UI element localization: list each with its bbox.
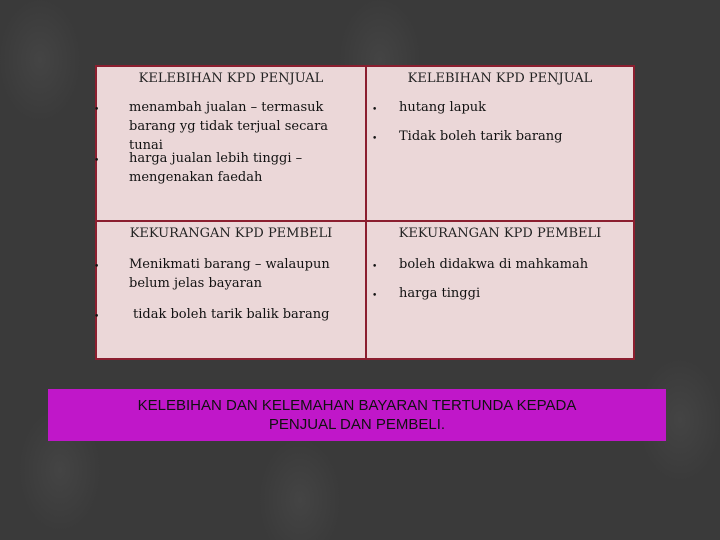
bullet-icon: • [94, 312, 100, 322]
bullet-icon: • [372, 134, 378, 144]
slide-title-banner [48, 389, 666, 441]
banner-line-2: PENJUAL DAN PEMBELI. [268, 416, 446, 433]
list-item: harga tinggi [399, 286, 481, 301]
list-item: Menikmati barang – walaupun belum jelas bayaran [129, 257, 330, 291]
list-item: menambah jualan – termasuk barang yg tidak terjual secara tunai [129, 100, 329, 153]
cell-heading: KEKURANGAN KPD PEMBELI [129, 226, 333, 241]
bullet-icon: • [94, 262, 100, 272]
bullet-icon: • [94, 156, 100, 166]
list-item: boleh didakwa di mahkamah [399, 257, 589, 272]
cell-buyer-disadvantages-right [367, 222, 633, 358]
banner-line-1: KELEBIHAN DAN KELEMAHAN BAYARAN TERTUNDA KEPADA [137, 397, 577, 414]
comparison-table [95, 65, 635, 360]
cell-seller-advantages-right [367, 67, 633, 222]
list-item: harga jualan lebih tinggi – mengenakan faedah [129, 151, 303, 185]
list-item: tidak boleh tarik balik barang [133, 307, 330, 322]
cell-heading: KELEBIHAN KPD PENJUAL [138, 71, 324, 86]
list-item: Tidak boleh tarik barang [399, 129, 563, 144]
bullet-icon: • [372, 105, 378, 115]
cell-heading: KELEBIHAN KPD PENJUAL [407, 71, 593, 86]
bullet-icon: • [372, 291, 378, 301]
cell-buyer-disadvantages-left [94, 222, 367, 358]
bullet-icon: • [372, 262, 378, 272]
list-item: hutang lapuk [399, 100, 487, 115]
cell-seller-advantages-left [94, 67, 367, 222]
cell-heading: KEKURANGAN KPD PEMBELI [398, 226, 602, 241]
bullet-icon: • [94, 105, 100, 115]
